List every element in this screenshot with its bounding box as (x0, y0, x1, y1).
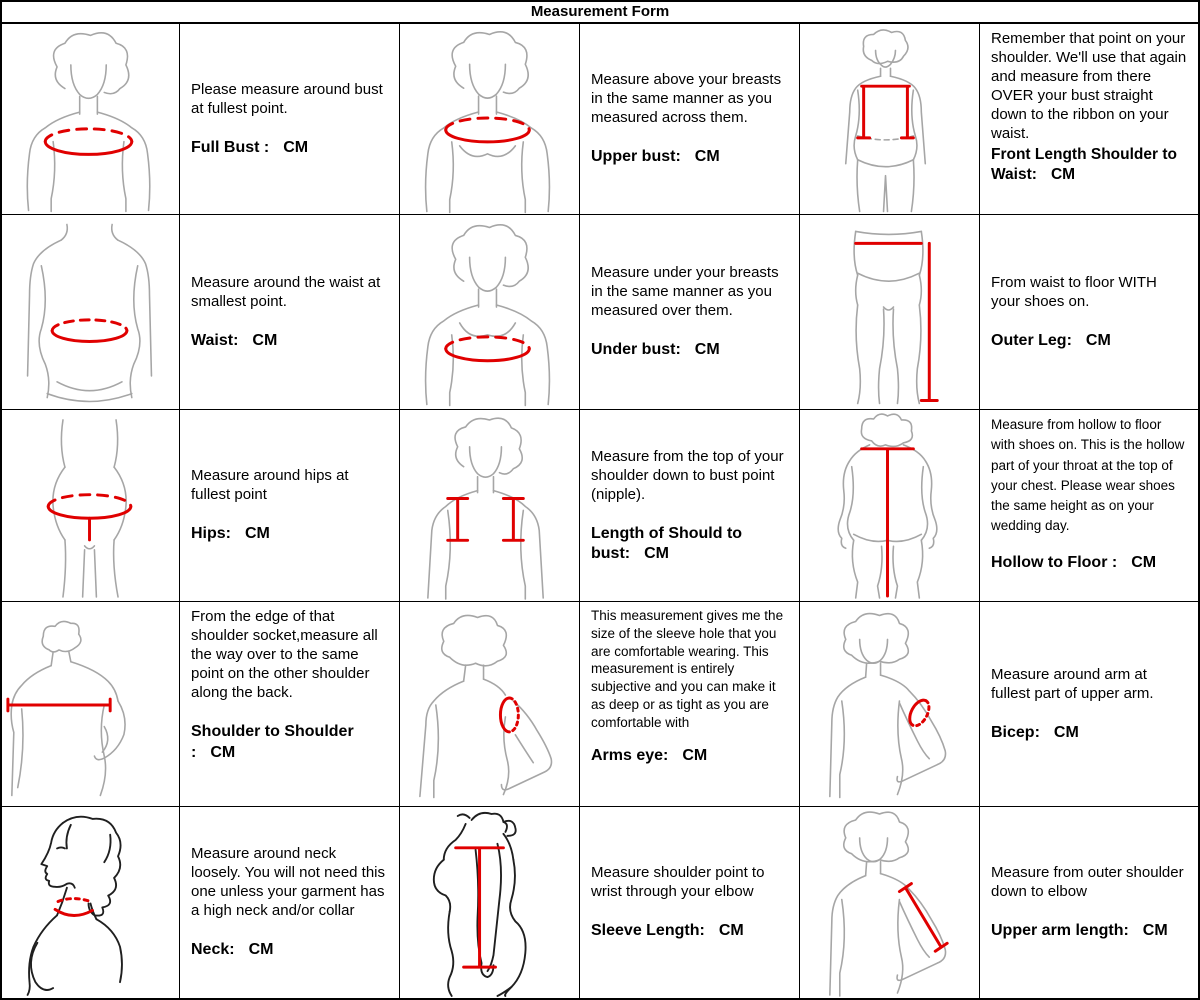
arms-eye-label: Arms eye: (591, 746, 669, 764)
under-bust-figure (400, 215, 579, 409)
neck-label-line (191, 940, 388, 960)
upper-arm-length-cell (980, 807, 1198, 998)
outer-leg-cell (980, 215, 1198, 410)
under-bust-figure-cell (400, 215, 580, 410)
front-length-figure-cell (800, 24, 980, 215)
full-bust-figure-cell (2, 24, 180, 215)
neck-cell (180, 807, 400, 998)
shoulder-to-bust-label-line (591, 524, 788, 565)
front-length-cell (980, 24, 1198, 215)
shoulder-to-bust-cell (580, 410, 800, 602)
sleeve-length-unit: CM (718, 922, 744, 940)
full-bust-unit: CM (283, 138, 309, 156)
hips-figure-cell (2, 410, 180, 602)
shoulder-to-bust-figure-cell (400, 410, 580, 602)
shoulder-to-bust-label: Length of Should to bust: (591, 524, 743, 563)
full-bust-label-line (191, 138, 388, 158)
sleeve-length-instruction: Measure shoulder point to wrist through your elbow (591, 864, 765, 901)
upper-bust-instruction: Measure above your breasts in the same manner as you measured across them. (591, 71, 782, 127)
hips-unit: CM (245, 525, 270, 543)
outer-leg-label-line (991, 331, 1187, 351)
front-length-label: Front Length Shoulder to Waist: (991, 146, 1177, 183)
waist-figure-cell (2, 215, 180, 410)
waist-instruction: Measure around the waist at smallest point. (191, 273, 381, 310)
shoulder-to-bust-figure (400, 410, 579, 601)
shoulder-to-bust-unit: CM (644, 545, 669, 563)
waist-unit: CM (252, 331, 278, 349)
neck-instruction: Measure around neck loosely. You will not need this one unless your garment has a high neck and/or collar (191, 845, 386, 920)
upper-arm-length-label-line (991, 921, 1187, 941)
outer-leg-instruction: From waist to floor WITH your shoes on. (991, 273, 1157, 310)
under-bust-label-line (591, 340, 788, 360)
outer-leg-figure (800, 215, 979, 409)
hollow-to-floor-label-line (991, 551, 1187, 575)
front-length-figure (800, 24, 979, 214)
shoulder-to-shoulder-label-line (191, 722, 388, 763)
front-length-instruction: Remember that point on your shoulder. We'll use that again and measure from there OVER your bust straight down to the ribbon on your waist. (991, 30, 1187, 143)
full-bust-cell (180, 24, 400, 215)
hollow-to-floor-label: Hollow to Floor : (991, 553, 1118, 571)
upper-arm-length-instruction: Measure from outer shoulder down to elbow (991, 864, 1184, 901)
shoulder-to-shoulder-unit: CM (210, 743, 236, 761)
upper-arm-length-label: Upper arm length: (991, 922, 1129, 940)
shoulder-to-shoulder-cell (180, 602, 400, 807)
under-bust-cell (580, 215, 800, 410)
upper-bust-figure (400, 24, 579, 214)
hollow-to-floor-cell (980, 410, 1198, 602)
under-bust-unit: CM (694, 341, 720, 359)
neck-figure-cell (2, 807, 180, 998)
arms-eye-cell (580, 602, 800, 807)
sleeve-length-cell (580, 807, 800, 998)
hollow-to-floor-unit: CM (1131, 553, 1157, 571)
upper-arm-length-figure (800, 807, 979, 998)
shoulder-to-shoulder-instruction: From the edge of that shoulder socket,measure all the way over to the same point on the other shoulder along the back. (191, 608, 378, 702)
hips-label-line (191, 524, 388, 544)
arms-eye-figure (400, 602, 579, 806)
upper-arm-length-unit: CM (1142, 922, 1168, 940)
bicep-unit: CM (1053, 723, 1079, 741)
neck-unit: CM (248, 941, 274, 959)
arms-eye-instruction: This measurement gives me the size of the sleeve hole that you are comfortable wearing. This measurement is entirely subjective and you can make it as deep or as tight as you are comfortable with (591, 608, 784, 730)
shoulder-to-shoulder-label: Shoulder to Shoulder : (191, 723, 354, 761)
arms-eye-figure-cell (400, 602, 580, 807)
bicep-figure (800, 602, 979, 806)
upper-bust-cell (580, 24, 800, 215)
hollow-to-floor-figure (800, 410, 979, 601)
upper-bust-figure-cell (400, 24, 580, 215)
bicep-instruction: Measure around arm at fullest part of upper arm. (991, 665, 1154, 702)
hollow-to-floor-figure-cell (800, 410, 980, 602)
neck-figure (2, 807, 179, 998)
shoulder-to-bust-instruction: Measure from the top of your shoulder down to bust point (nipple). (591, 447, 784, 503)
upper-bust-label: Upper bust: (591, 148, 681, 166)
outer-leg-label: Outer Leg: (991, 331, 1072, 349)
arms-eye-label-line (591, 745, 788, 766)
shoulder-to-shoulder-figure (2, 602, 179, 806)
sleeve-length-label: Sleeve Length: (591, 922, 705, 940)
bicep-label-line (991, 723, 1187, 743)
sleeve-length-label-line (591, 921, 788, 941)
full-bust-label: Full Bust : (191, 138, 270, 156)
neck-label: Neck: (191, 941, 235, 959)
sleeve-length-figure (400, 807, 579, 998)
page-title: Measurement Form (2, 2, 1198, 24)
arms-eye-unit: CM (682, 746, 708, 764)
hips-label: Hips: (191, 525, 231, 543)
upper-arm-length-figure-cell (800, 807, 980, 998)
under-bust-label: Under bust: (591, 341, 681, 359)
waist-label-line (191, 331, 388, 351)
full-bust-instruction: Please measure around bust at fullest point. (191, 80, 383, 117)
front-length-label-line (991, 145, 1187, 184)
hips-figure (2, 410, 179, 601)
full-bust-figure (2, 24, 179, 214)
bicep-label: Bicep: (991, 723, 1040, 741)
sleeve-length-figure-cell (400, 807, 580, 998)
shoulder-to-shoulder-figure-cell (2, 602, 180, 807)
hips-instruction: Measure around hips at fullest point (191, 467, 349, 504)
outer-leg-figure-cell (800, 215, 980, 410)
hollow-to-floor-instruction: Measure from hollow to floor with shoes on. This is the hollow part of your throat at the top of your chest. Please wear shoes the same height as on your wedding day. (991, 417, 1185, 534)
front-length-unit: CM (1050, 165, 1076, 183)
bicep-cell (980, 602, 1198, 807)
waist-label: Waist: (191, 331, 239, 349)
outer-leg-unit: CM (1085, 331, 1111, 349)
under-bust-instruction: Measure under your breasts in the same manner as you measured over them. (591, 264, 779, 320)
measurement-grid (2, 24, 1198, 998)
waist-figure (2, 215, 179, 409)
waist-cell (180, 215, 400, 410)
upper-bust-label-line (591, 147, 788, 167)
upper-bust-unit: CM (694, 148, 720, 166)
bicep-figure-cell (800, 602, 980, 807)
hips-cell (180, 410, 400, 602)
